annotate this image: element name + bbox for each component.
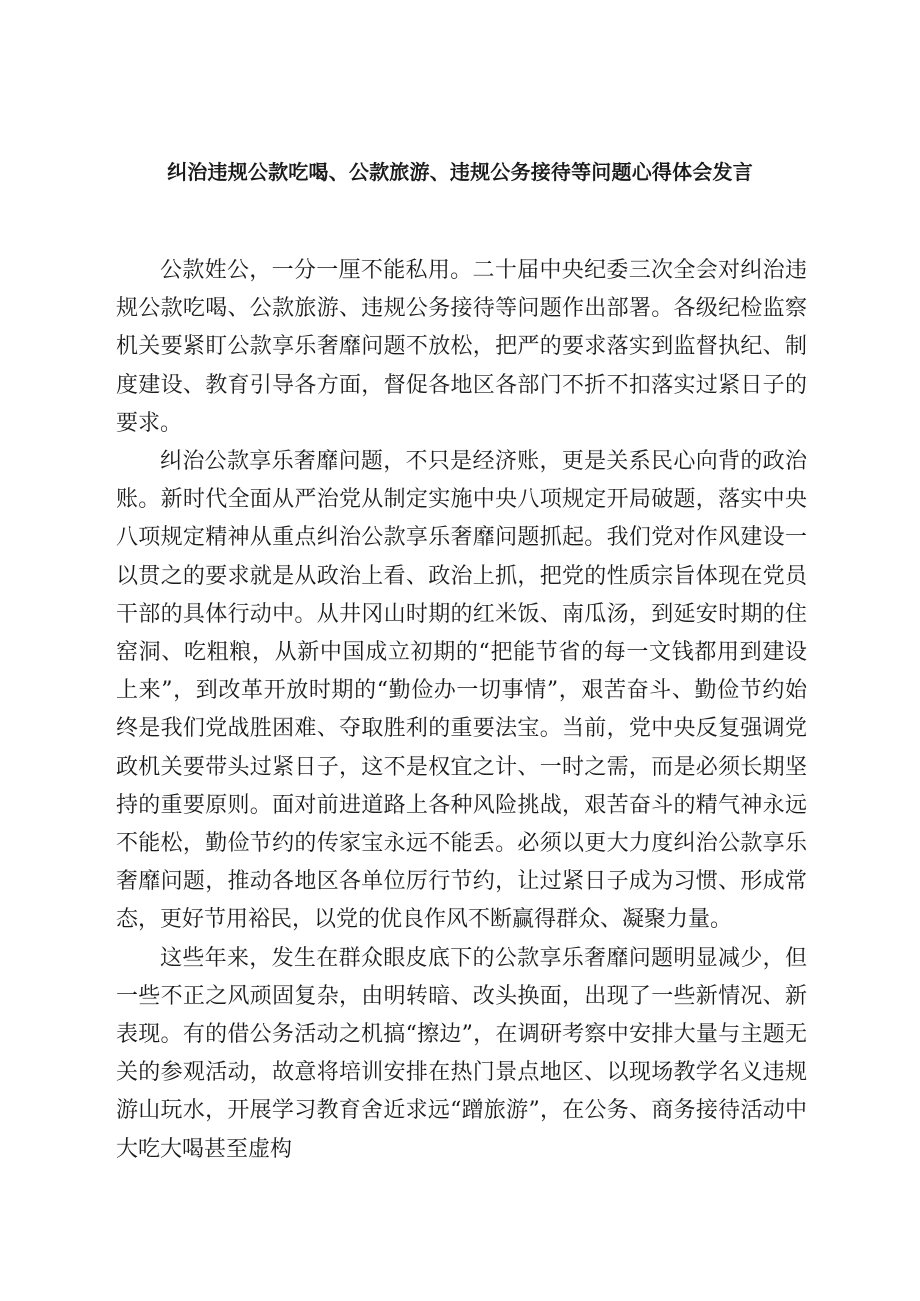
paragraph: 这些年来，发生在群众眼皮底下的公款享乐奢靡问题明显减少，但一些不正之风顽固复杂，由明转暗、改头换面，出现了一些新情况、新表现。有的借公务活动之机搞“擦边”，在调研考察中安排大量与主题无关的参观活动，故意将培训安排在热门景点地区、以现场教学名义违规游山玩水，开展学习教育舍近求远“蹭旅游”，在公务、商务接待活动中大吃大喝甚至虚构 [116, 945, 807, 1162]
paragraph: 公款姓公，一分一厘不能私用。二十届中央纪委三次全会对纠治违规公款吃喝、公款旅游、违规公务接待等问题作出部署。各级纪检监察机关要紧盯公款享乐奢靡问题不放松，把严的要求落实到监督执纪、制度建设、教育引导各方面，督促各地区各部门不折不扣落实过紧日子的要求。 [116, 258, 807, 436]
document-title: 纠治违规公款吃喝、公款旅游、违规公务接待等问题心得体会发言 [167, 160, 753, 184]
document-body [116, 252, 807, 1169]
paragraph: 纠治公款享乐奢靡问题，不只是经济账，更是关系民心向背的政治账。新时代全面从严治党从制定实施中央八项规定开局破题，落实中央八项规定精神从重点纠治公款享乐奢靡问题抓起。我们党对作风建设一以贯之的要求就是从政治上看、政治上抓，把党的性质宗旨体现在党员干部的具体行动中。从井冈山时期的红米饭、南瓜汤，到延安时期的住窑洞、吃粗粮，从新中国成立初期的“把能节省的每一文钱都用到建设上来”，到改革开放时期的“勤俭办一切事情”，艰苦奋斗、勤俭节约始终是我们党战胜困难、夺取胜利的重要法宝。当前，党中央反复强调党政机关要带头过紧日子，这不是权宜之计、一时之需，而是必须长期坚持的重要原则。面对前进道路上各种风险挑战，艰苦奋斗的精气神永远不能松，勤俭节约的传家宝永远不能丢。必须以更大力度纠治公款享乐奢靡问题，推动各地区各单位厉行节约，让过紧日子成为习惯、形成常态，更好节用裕民，以党的优良作风不断赢得群众、凝聚力量。 [116, 449, 807, 933]
